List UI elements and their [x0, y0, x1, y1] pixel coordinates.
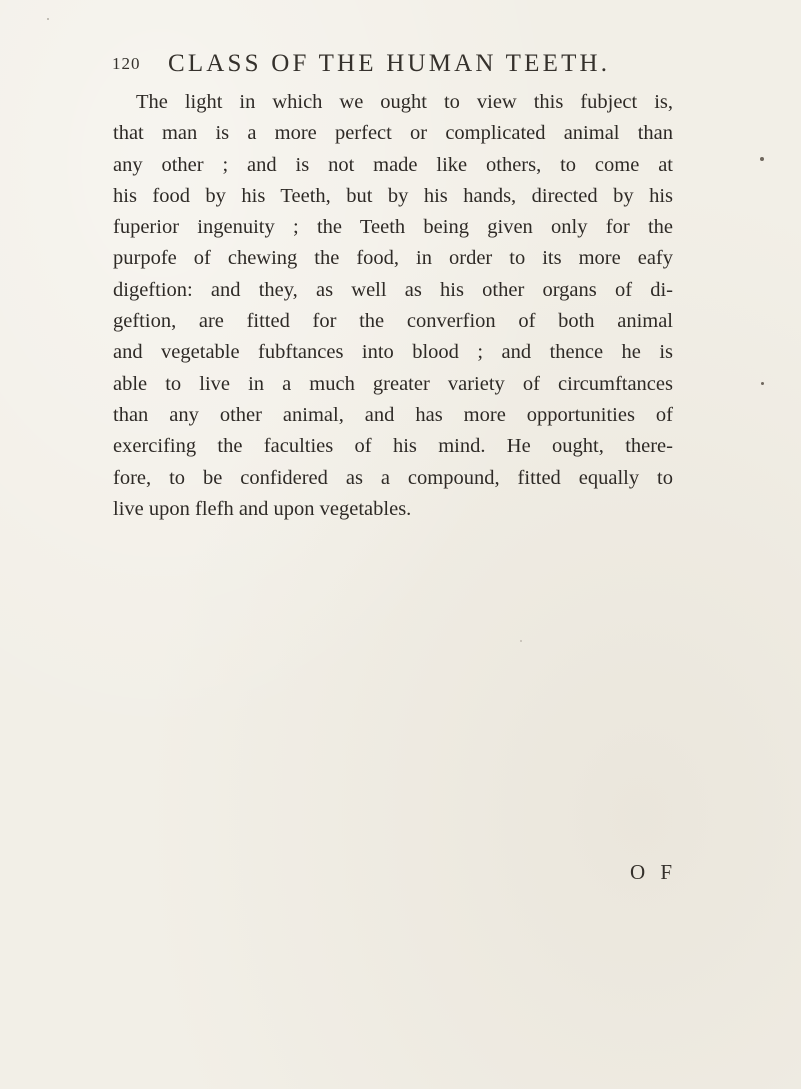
text-line: able to live in a much greater variety of circumftances	[113, 372, 673, 395]
page-number: 120	[112, 54, 141, 73]
text-line: fuperior ingenuity ; the Teeth being given only for the	[113, 216, 673, 239]
text-line: any other ; and is not made like others, to come at	[113, 153, 673, 176]
running-title: CLASS OF THE HUMAN TEETH.	[167, 50, 611, 77]
text-line: that man is a more perfect or complicated animal than	[113, 122, 673, 145]
paragraph	[113, 87, 673, 525]
text-line: digeftion: and they, as well as his other organs of di-	[113, 278, 673, 301]
text-line: and vegetable fubftances into blood ; and thence he is	[113, 341, 673, 364]
text-line: The light in which we ought to view this fubject is,	[136, 91, 673, 113]
text-line: than any other animal, and has more opportunities of	[113, 403, 673, 426]
text-line: purpofe of chewing the food, in order to its more eafy	[113, 247, 673, 270]
running-head	[112, 50, 672, 82]
paper-speck	[761, 382, 764, 385]
text-line: geftion, are fitted for the converfion of both animal	[113, 310, 673, 333]
catchword: O F	[630, 860, 678, 884]
paper-speck	[47, 18, 49, 20]
text-line: his food by his Teeth, but by his hands, directed by his	[113, 184, 673, 207]
paper-speck	[760, 157, 764, 161]
text-line: fore, to be confidered as a compound, fitted equally to	[113, 466, 673, 489]
text-line: live upon flefh and upon vegetables.	[113, 497, 412, 520]
text-line: exercifing the faculties of his mind. He ought, there-	[113, 435, 673, 458]
paper-speck	[520, 640, 522, 642]
